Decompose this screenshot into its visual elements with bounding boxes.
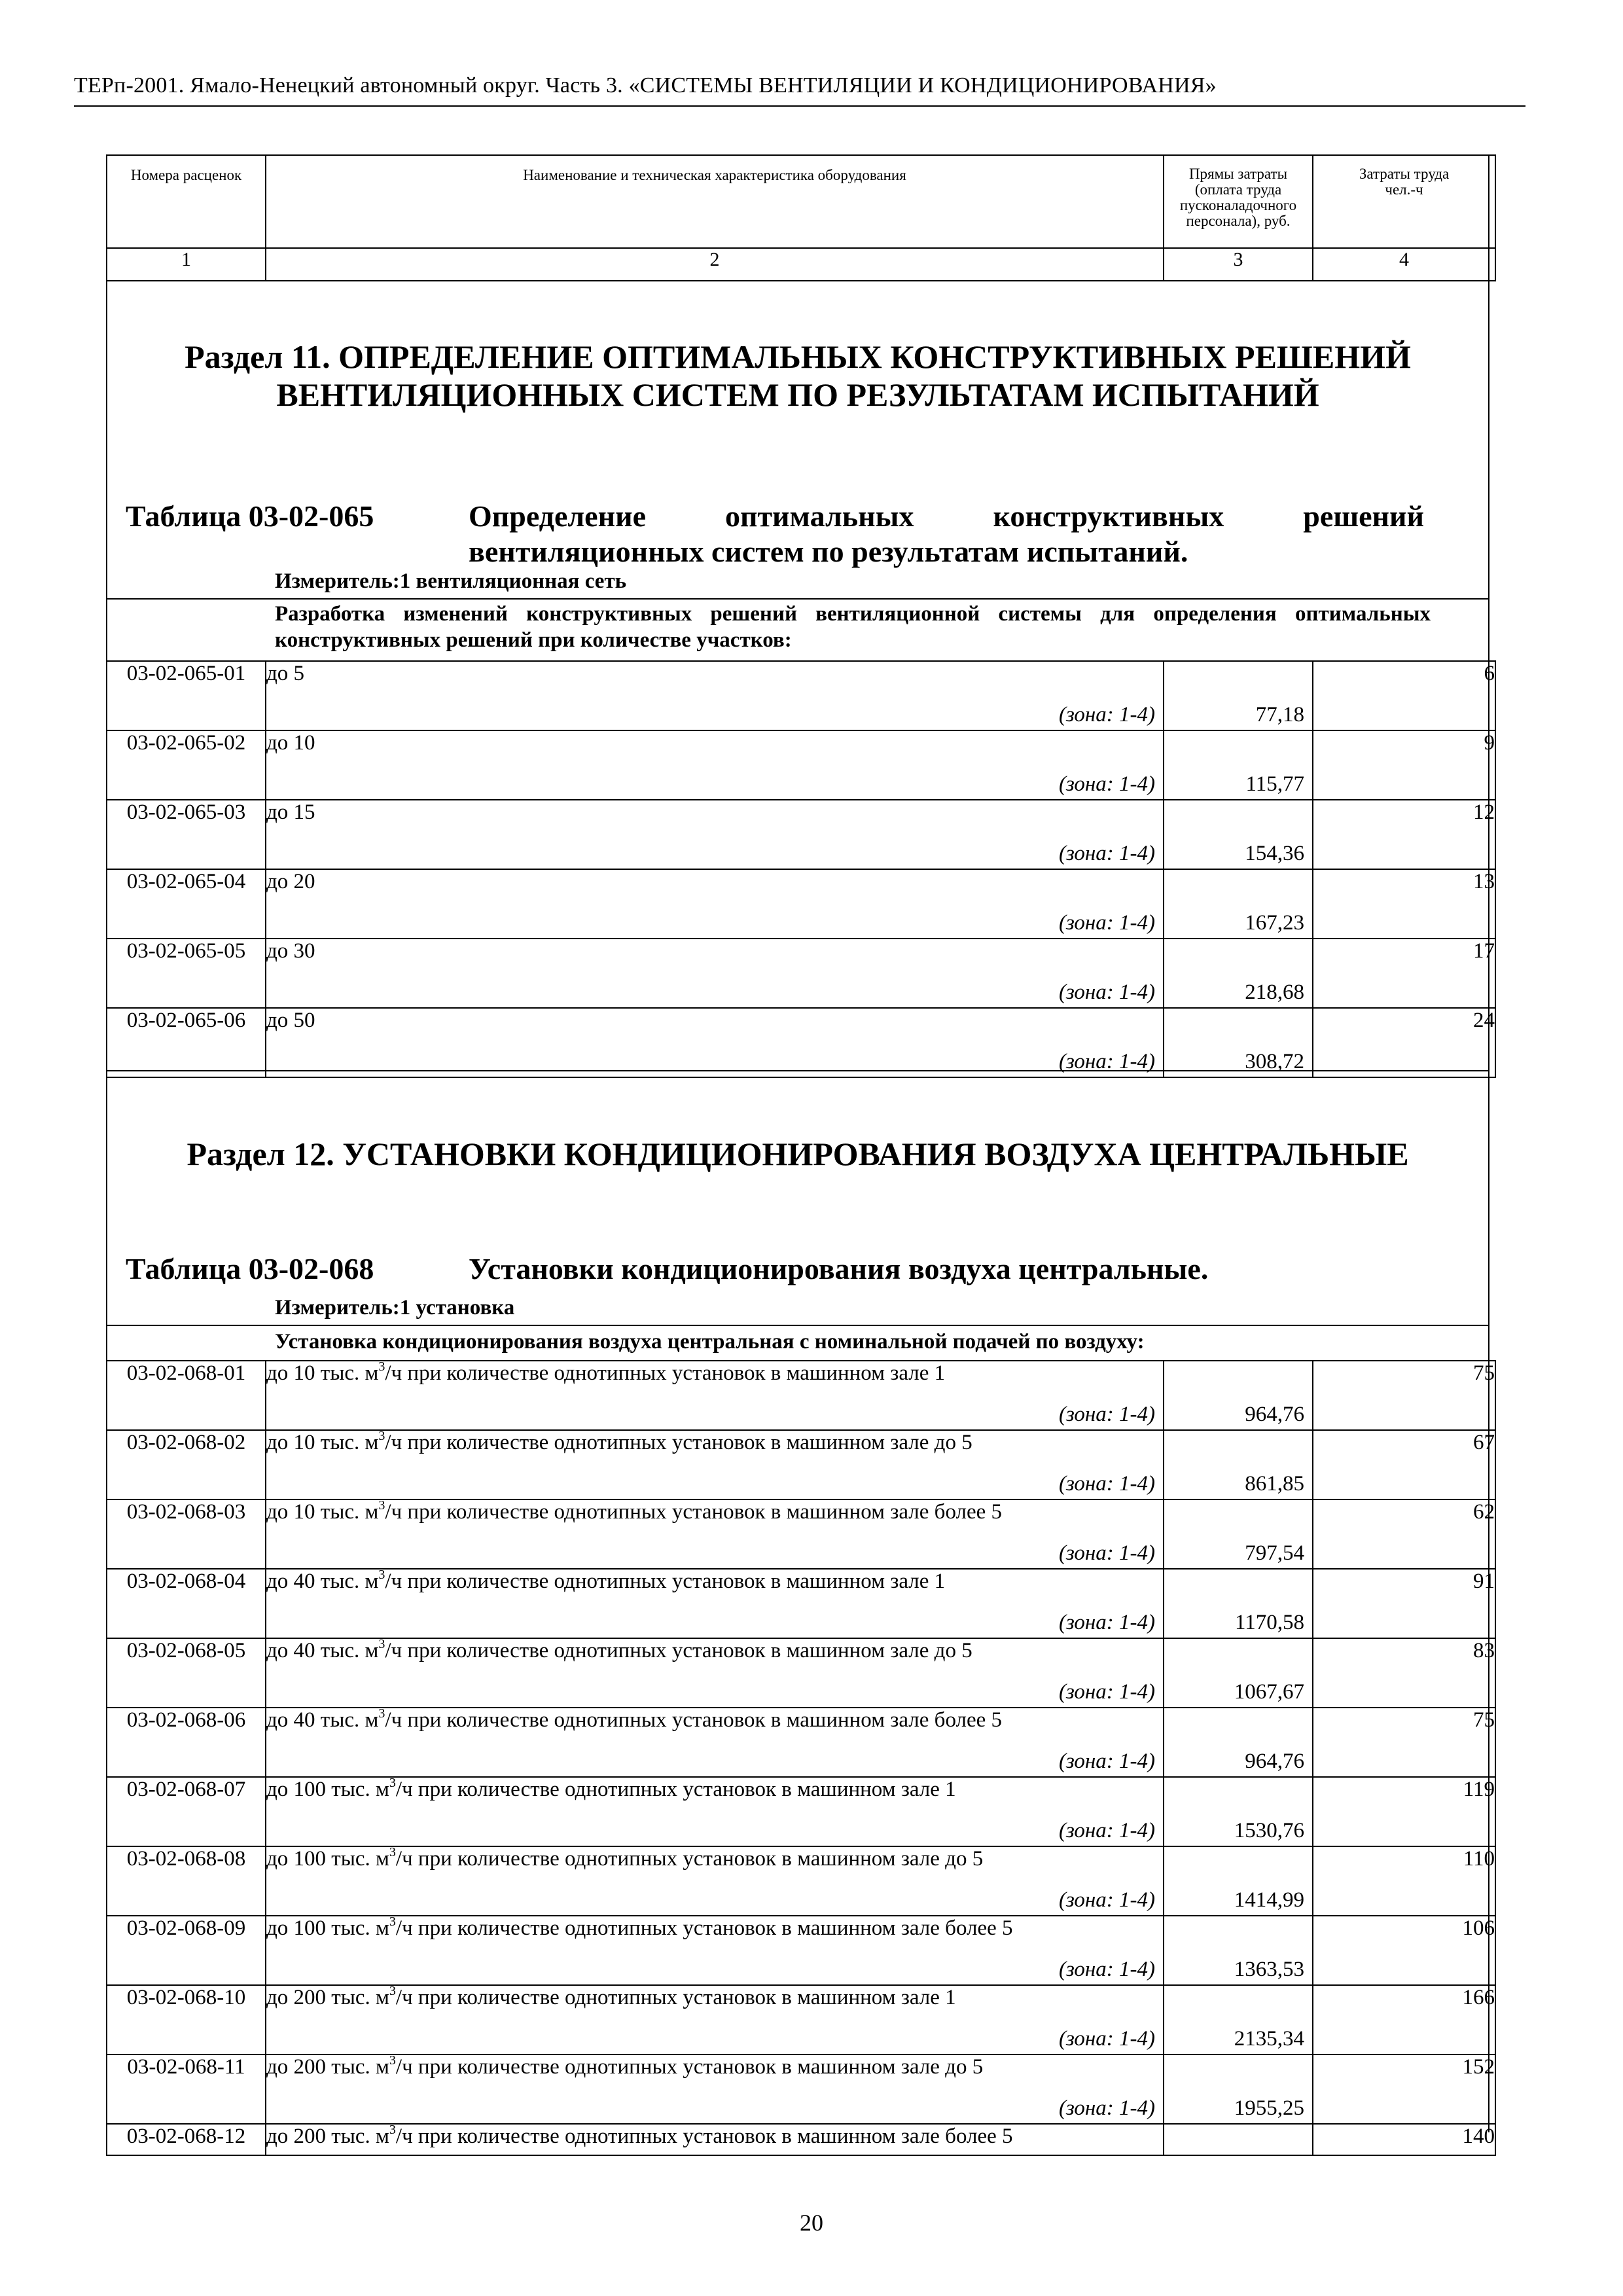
item-name-text: до 15 [266, 800, 315, 824]
labor-cost: 75 [1313, 1361, 1495, 1430]
table-row [107, 1008, 1495, 1077]
table-row [107, 939, 1495, 1008]
direct-cost: 1067,67 [1234, 1680, 1304, 1704]
zone-label: (зона: 1-4) [1058, 1611, 1155, 1634]
labor-cost: 13 [1313, 869, 1495, 939]
labor-cost: 62 [1313, 1499, 1495, 1569]
item-name [266, 1777, 1164, 1846]
direct-cost-cell [1164, 730, 1313, 800]
direct-cost: 77,18 [1255, 703, 1304, 726]
rate-code: 03-02-065-01 [107, 661, 266, 730]
item-name-pre: до 200 тыс. м [266, 2125, 389, 2148]
direct-cost-cell [1164, 869, 1313, 939]
item-name-pre: до 10 тыс. м [266, 1500, 379, 1524]
table-row [107, 1499, 1495, 1569]
item-name-pre: до 100 тыс. м [266, 1847, 389, 1871]
zone-label: (зона: 1-4) [1058, 911, 1155, 935]
direct-cost-cell [1164, 1985, 1313, 2054]
rate-code: 03-02-068-06 [107, 1708, 266, 1777]
table-068-code: Таблица 03-02-068 [126, 1252, 374, 1285]
col-header-price-text: Прямы затраты (оплата труда пусконаладочного персонала), руб. [1179, 166, 1297, 229]
item-name-pre: до 40 тыс. м [266, 1570, 379, 1593]
direct-cost-cell [1164, 1916, 1313, 1985]
direct-cost-cell [1164, 1846, 1313, 1916]
direct-cost: 1530,76 [1234, 1819, 1304, 1842]
rate-code: 03-02-068-09 [107, 1916, 266, 1985]
rate-code: 03-02-065-04 [107, 869, 266, 939]
running-header: ТЕРп-2001. Ямало-Ненецкий автономный округ. Часть 3. «СИСТЕМЫ ВЕНТИЛЯЦИИ И КОНДИЦИОНИРОВАНИЯ» [74, 73, 1217, 98]
table-row [107, 1777, 1495, 1846]
labor-cost: 75 [1313, 1708, 1495, 1777]
divider [106, 598, 1489, 600]
unit-exponent: 3 [389, 1845, 396, 1859]
direct-cost: 861,85 [1245, 1472, 1304, 1496]
item-name [266, 1846, 1164, 1916]
table-row [107, 1430, 1495, 1499]
unit-exponent: 3 [378, 1429, 385, 1443]
item-name [266, 1916, 1164, 1985]
item-name-pre: до 40 тыс. м [266, 1639, 379, 1662]
direct-cost: 2135,34 [1234, 2027, 1304, 2051]
direct-cost: 797,54 [1245, 1541, 1304, 1565]
direct-cost: 964,76 [1245, 1403, 1304, 1426]
table-065-subtitle: Разработка изменений конструктивных решений вентиляционной системы для определения оптимальных конструктивных решений при количестве участков: [275, 602, 1431, 652]
labor-cost: 6 [1313, 661, 1495, 730]
item-name [266, 1008, 1164, 1077]
direct-cost: 154,36 [1245, 842, 1304, 865]
section-12-title: Раздел 12. УСТАНОВКИ КОНДИЦИОНИРОВАНИЯ ВОЗДУХА ЦЕНТРАЛЬНЫЕ [187, 1136, 1409, 1172]
zone-label: (зона: 1-4) [1058, 1680, 1155, 1704]
col-number-2: 2 [266, 248, 1164, 281]
item-name [266, 1430, 1164, 1499]
zone-label: (зона: 1-4) [1058, 1050, 1155, 1073]
item-name-post: /ч при количестве однотипных установок в машинном зале до 5 [395, 1847, 984, 1871]
item-name-pre: до 200 тыс. м [266, 2055, 389, 2079]
item-name-post: /ч при количестве однотипных установок в машинном зале более 5 [385, 1500, 1003, 1524]
header-rule [74, 105, 1525, 107]
item-name-text: до 10 [266, 731, 315, 755]
zone-label: (зона: 1-4) [1058, 1749, 1155, 1773]
item-name [266, 1638, 1164, 1708]
unit-exponent: 3 [389, 1776, 396, 1790]
col-header-name: Наименование и техническая характеристика оборудования [266, 155, 1164, 248]
direct-cost: 115,77 [1245, 772, 1304, 796]
rate-code: 03-02-068-11 [107, 2054, 266, 2124]
labor-cost: 106 [1313, 1916, 1495, 1985]
table-row [107, 661, 1495, 730]
zone-label: (зона: 1-4) [1058, 842, 1155, 865]
table-row [107, 2124, 1495, 2155]
table-065-code: Таблица 03-02-065 [126, 499, 374, 533]
section-11-title-line1: Раздел 11. ОПРЕДЕЛЕНИЕ ОПТИМАЛЬНЫХ КОНСТРУКТИВНЫХ РЕШЕНИЙ [185, 338, 1411, 375]
direct-cost: 1414,99 [1234, 1888, 1304, 1912]
table-065-measure: Измеритель:1 вентиляционная сеть [275, 569, 627, 593]
direct-cost-cell [1164, 1430, 1313, 1499]
item-name-text: до 30 [266, 939, 315, 963]
item-name-post: /ч при количестве однотипных установок в машинном зале 1 [395, 1986, 956, 2009]
item-name [266, 730, 1164, 800]
zone-label: (зона: 1-4) [1058, 2027, 1155, 2051]
item-name-post: /ч при количестве однотипных установок в машинном зале до 5 [395, 2055, 984, 2079]
unit-exponent: 3 [389, 1914, 396, 1929]
table-row [107, 730, 1495, 800]
section-11-title-line2: ВЕНТИЛЯЦИОННЫХ СИСТЕМ ПО РЕЗУЛЬТАТАМ ИСПЫТАНИЙ [276, 376, 1319, 413]
direct-cost-cell [1164, 1708, 1313, 1777]
labor-cost: 140 [1313, 2124, 1495, 2155]
labor-cost: 9 [1313, 730, 1495, 800]
labor-cost: 83 [1313, 1638, 1495, 1708]
unit-exponent: 3 [378, 1637, 385, 1651]
item-name [266, 1499, 1164, 1569]
labor-cost: 24 [1313, 1008, 1495, 1077]
zone-label: (зона: 1-4) [1058, 1888, 1155, 1912]
table-row [107, 1361, 1495, 1430]
table-row [107, 1638, 1495, 1708]
zone-label: (зона: 1-4) [1058, 1472, 1155, 1496]
direct-cost-cell [1164, 1499, 1313, 1569]
zone-label: (зона: 1-4) [1058, 2096, 1155, 2120]
direct-cost-cell [1164, 2054, 1313, 2124]
item-name-post: /ч при количестве однотипных установок в машинном зале 1 [385, 1570, 946, 1593]
direct-cost: 1170,58 [1234, 1611, 1304, 1634]
table-row [107, 1846, 1495, 1916]
direct-cost: 1363,53 [1234, 1958, 1304, 1981]
item-name-pre: до 100 тыс. м [266, 1778, 389, 1801]
direct-cost-cell [1164, 2124, 1313, 2155]
zone-label: (зона: 1-4) [1058, 1958, 1155, 1981]
unit-exponent: 3 [389, 2053, 396, 2068]
rate-code: 03-02-065-06 [107, 1008, 266, 1077]
item-name [266, 939, 1164, 1008]
table-068-title: Установки кондиционирования воздуха центральные. [469, 1252, 1209, 1285]
rate-code: 03-02-068-02 [107, 1430, 266, 1499]
table-065-rows [106, 660, 1496, 1078]
table-row [107, 1569, 1495, 1638]
zone-label: (зона: 1-4) [1058, 1403, 1155, 1426]
page-number: 20 [800, 2210, 823, 2236]
col-number-4: 4 [1313, 248, 1495, 281]
rate-code: 03-02-065-03 [107, 800, 266, 869]
section-11-title [106, 338, 1489, 414]
item-name [266, 1361, 1164, 1430]
item-name-post: /ч при количестве однотипных установок в машинном зале до 5 [385, 1639, 972, 1662]
direct-cost: 167,23 [1245, 911, 1304, 935]
direct-cost: 964,76 [1245, 1749, 1304, 1773]
unit-exponent: 3 [378, 1706, 385, 1721]
table-row [107, 1916, 1495, 1985]
direct-cost: 308,72 [1245, 1050, 1304, 1073]
item-name [266, 869, 1164, 939]
zone-label: (зона: 1-4) [1058, 703, 1155, 726]
item-name-pre: до 200 тыс. м [266, 1986, 389, 2009]
labor-cost: 152 [1313, 2054, 1495, 2124]
col-header-codes: Номера расценок [107, 155, 266, 248]
divider [106, 1325, 1489, 1326]
item-name [266, 1985, 1164, 2054]
labor-cost: 91 [1313, 1569, 1495, 1638]
direct-cost-cell [1164, 1008, 1313, 1077]
labor-cost: 166 [1313, 1985, 1495, 2054]
table-068-measure: Измеритель:1 установка [275, 1296, 515, 1319]
item-name [266, 661, 1164, 730]
table-row [107, 1708, 1495, 1777]
item-name-post: /ч при количестве однотипных установок в машинном зале более 5 [395, 2125, 1013, 2148]
direct-cost-cell [1164, 1361, 1313, 1430]
item-name-text: до 20 [266, 870, 315, 893]
table-068-rows [106, 1360, 1496, 2156]
col-header-labor-text: Затраты труда чел.-ч [1359, 166, 1450, 198]
item-name [266, 1708, 1164, 1777]
zone-label: (зона: 1-4) [1058, 980, 1155, 1004]
item-name [266, 1569, 1164, 1638]
item-name-post: /ч при количестве однотипных установок в машинном зале 1 [385, 1361, 946, 1385]
unit-exponent: 3 [389, 1984, 396, 1998]
rate-code: 03-02-065-02 [107, 730, 266, 800]
rate-code: 03-02-068-05 [107, 1638, 266, 1708]
item-name-post: /ч при количестве однотипных установок в машинном зале более 5 [385, 1708, 1003, 1732]
table-row [107, 869, 1495, 939]
unit-exponent: 3 [378, 1359, 385, 1374]
item-name [266, 800, 1164, 869]
item-name-pre: до 10 тыс. м [266, 1431, 379, 1454]
zone-label: (зона: 1-4) [1058, 1819, 1155, 1842]
labor-cost: 17 [1313, 939, 1495, 1008]
rate-code: 03-02-068-07 [107, 1777, 266, 1846]
item-name-pre: до 100 тыс. м [266, 1916, 389, 1940]
rate-code: 03-02-068-10 [107, 1985, 266, 2054]
direct-cost-cell [1164, 661, 1313, 730]
rate-code: 03-02-068-12 [107, 2124, 266, 2155]
unit-exponent: 3 [378, 1568, 385, 1582]
unit-exponent: 3 [389, 2123, 396, 2137]
item-name-post: /ч при количестве однотипных установок в машинном зале 1 [395, 1778, 956, 1801]
direct-cost-cell [1164, 1777, 1313, 1846]
direct-cost-cell [1164, 800, 1313, 869]
rate-code: 03-02-068-01 [107, 1361, 266, 1430]
rate-code: 03-02-065-05 [107, 939, 266, 1008]
zone-label: (зона: 1-4) [1058, 772, 1155, 796]
table-068-subtitle: Установка кондиционирования воздуха центральная с номинальной подачей по воздуху: [275, 1330, 1145, 1354]
direct-cost-cell [1164, 1638, 1313, 1708]
divider [106, 1070, 1489, 1071]
item-name-text: до 50 [266, 1009, 315, 1032]
direct-cost-cell [1164, 1569, 1313, 1638]
rate-code: 03-02-068-03 [107, 1499, 266, 1569]
direct-cost: 218,68 [1245, 980, 1304, 1004]
direct-cost-cell [1164, 939, 1313, 1008]
item-name-text: до 5 [266, 662, 305, 685]
item-name-pre: до 40 тыс. м [266, 1708, 379, 1732]
rate-code: 03-02-068-08 [107, 1846, 266, 1916]
labor-cost: 12 [1313, 800, 1495, 869]
labor-cost: 119 [1313, 1777, 1495, 1846]
zone-label: (зона: 1-4) [1058, 1541, 1155, 1565]
labor-cost: 67 [1313, 1430, 1495, 1499]
item-name-post: /ч при количестве однотипных установок в машинном зале до 5 [385, 1431, 972, 1454]
col-number-3: 3 [1164, 248, 1313, 281]
table-row [107, 1985, 1495, 2054]
unit-exponent: 3 [378, 1498, 385, 1513]
labor-cost: 110 [1313, 1846, 1495, 1916]
table-065-title: Определение оптимальных конструктивных решений вентиляционных систем по результатам испытаний. [469, 499, 1424, 568]
item-name [266, 2124, 1164, 2155]
col-number-1: 1 [107, 248, 266, 281]
direct-cost: 1955,25 [1234, 2096, 1304, 2120]
table-row [107, 2054, 1495, 2124]
rate-code: 03-02-068-04 [107, 1569, 266, 1638]
item-name [266, 2054, 1164, 2124]
item-name-post: /ч при количестве однотипных установок в машинном зале более 5 [395, 1916, 1013, 1940]
table-row [107, 800, 1495, 869]
item-name-pre: до 10 тыс. м [266, 1361, 379, 1385]
